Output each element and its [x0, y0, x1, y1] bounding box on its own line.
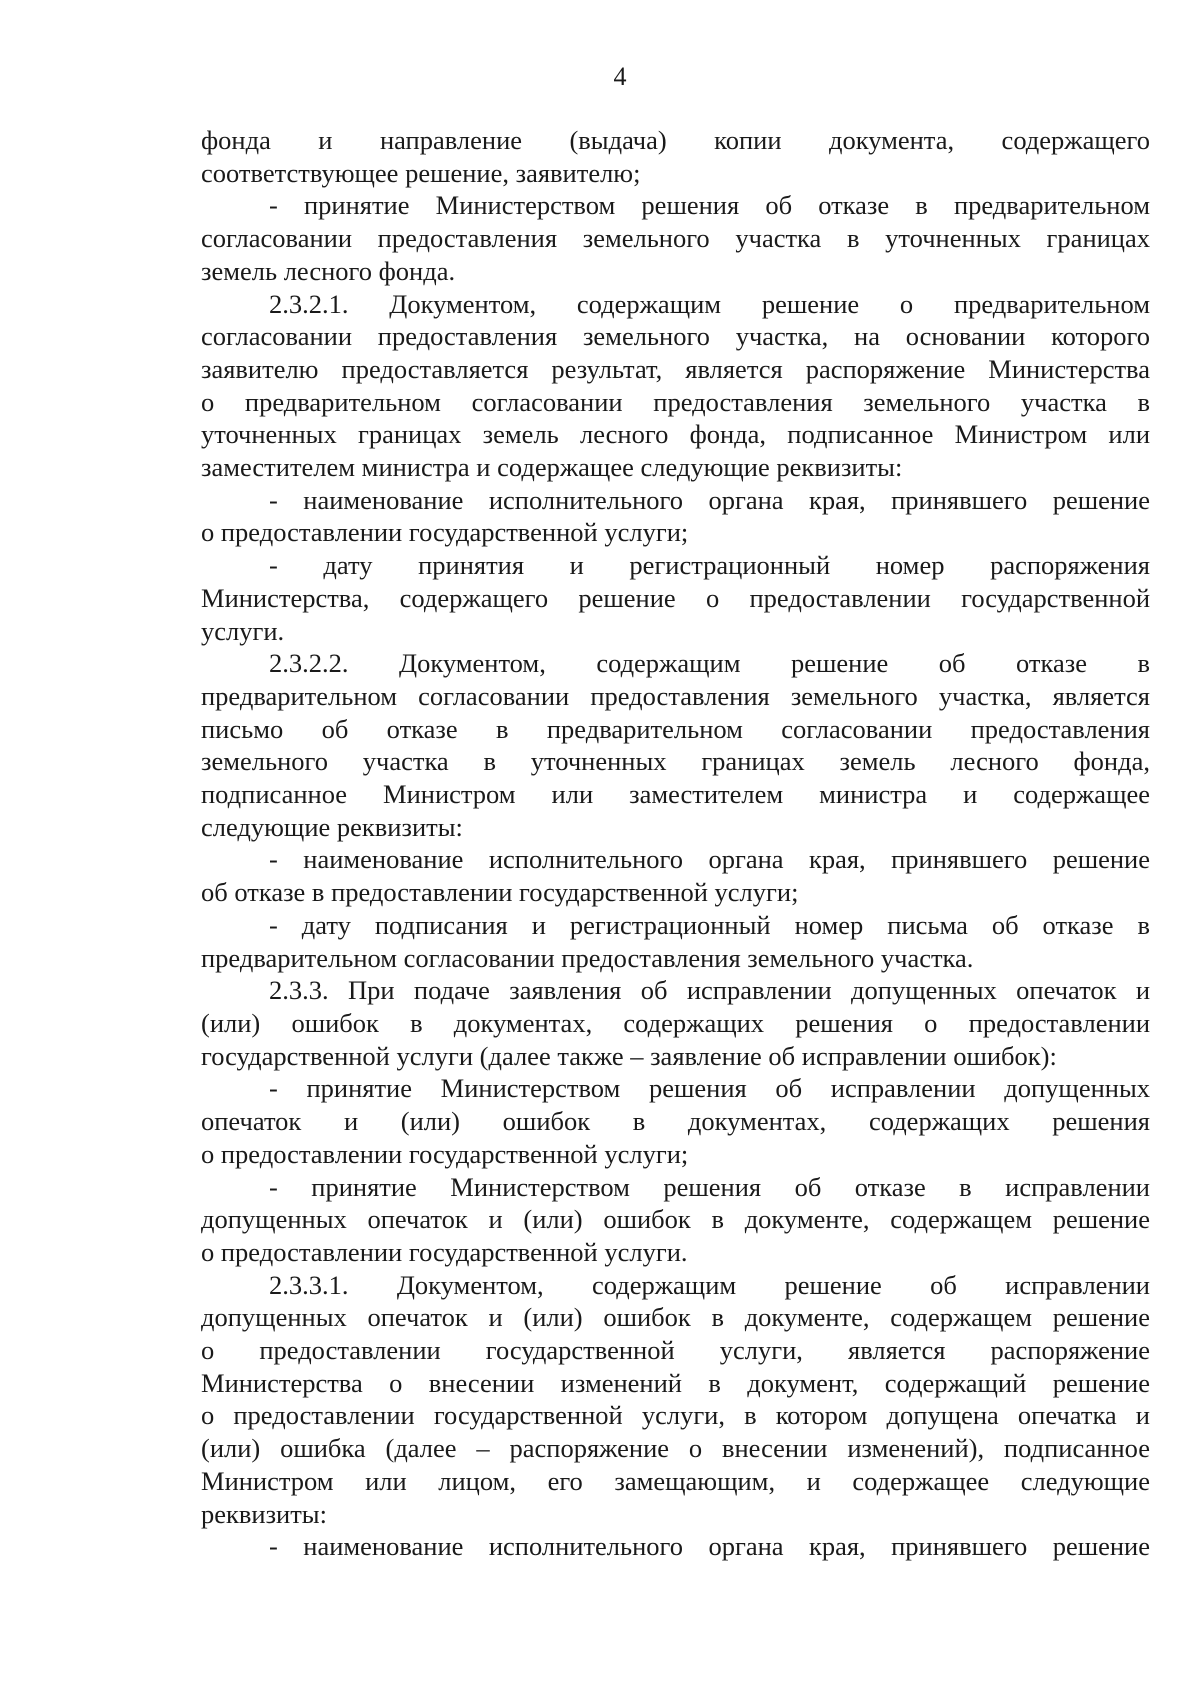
text-line: фонда и направление (выдача) копии документа, содержащего — [201, 125, 1150, 155]
text-line: Министерства о внесении изменений в документ, содержащий решение — [201, 1367, 1150, 1398]
text-line: о предоставлении государственной услуги; — [201, 1138, 689, 1169]
text-line: услуги. — [201, 615, 285, 646]
text-line: о предоставлении государственной услуги. — [201, 1236, 688, 1267]
page-number: 4 — [613, 62, 627, 91]
text-line: (или) ошибок в документах, содержащих решения о предоставлении — [201, 1007, 1150, 1038]
text-line: опечаток и (или) ошибок в документах, содержащих решения — [201, 1106, 1150, 1137]
text-line: - наименование исполнительного органа края, принявшего решение — [269, 484, 1150, 515]
text-line: соответствующее решение, заявителю; — [201, 157, 641, 188]
text-line: - дату принятия и регистрационный номер распоряжения — [269, 550, 1150, 581]
text-line: заместителем министра и содержащее следующие реквизиты: — [201, 452, 903, 483]
text-line: 2.3.2.1. Документом, содержащим решение о предварительном — [269, 288, 1150, 319]
text-line: согласовании предоставления земельного участка, на основании которого — [201, 321, 1150, 352]
text-line: о предоставлении государственной услуги, является распоряжение — [201, 1335, 1150, 1366]
text-line: Министром или лицом, его замещающим, и содержащее следующие — [201, 1465, 1150, 1496]
text-line: следующие реквизиты: — [201, 811, 463, 842]
text-line: об отказе в предоставлении государственной услуги; — [201, 877, 799, 908]
text-line: подписанное Министром или заместителем министра и содержащее — [201, 779, 1150, 810]
text-line: - дату подписания и регистрационный номер письма об отказе в — [269, 909, 1150, 940]
text-line: письмо об отказе в предварительном согласовании предоставления — [201, 713, 1150, 744]
text-line: реквизиты: — [201, 1498, 327, 1529]
text-line: Министерства, содержащего решение о предоставлении государственной — [201, 582, 1150, 613]
text-line: - принятие Министерством решения об исправлении допущенных — [269, 1073, 1150, 1104]
document-body — [201, 124, 1150, 1563]
text-line: земель лесного фонда. — [201, 255, 456, 286]
text-line: 2.3.2.2. Документом, содержащим решение об отказе в — [269, 648, 1150, 679]
text-line: 2.3.3.1. Документом, содержащим решение об исправлении — [269, 1269, 1150, 1300]
text-line: - наименование исполнительного органа края, принявшего решение — [269, 1531, 1150, 1562]
text-line: - принятие Министерством решения об отказе в исправлении — [269, 1171, 1150, 1202]
text-line: (или) ошибка (далее – распоряжение о внесении изменений), подписанное — [201, 1433, 1150, 1464]
text-line: допущенных опечаток и (или) ошибок в документе, содержащем решение — [201, 1204, 1150, 1235]
text-line: - принятие Министерством решения об отказе в предварительном — [269, 190, 1150, 221]
text-line: - наименование исполнительного органа края, принявшего решение — [269, 844, 1150, 875]
text-line: о предоставлении государственной услуги; — [201, 517, 689, 548]
text-line: уточненных границах земель лесного фонда, подписанное Министром или — [201, 419, 1150, 450]
text-line: предварительном согласовании предоставления земельного участка, является — [201, 680, 1150, 711]
text-line: 2.3.3. При подаче заявления об исправлении допущенных опечаток и — [269, 975, 1150, 1006]
text-line: предварительном согласовании предоставления земельного участка. — [201, 942, 974, 973]
text-line: государственной услуги (далее также – заявление об исправлении ошибок): — [201, 1040, 1057, 1071]
text-line: о предоставлении государственной услуги, в котором допущена опечатка и — [201, 1400, 1150, 1431]
text-line: о предварительном согласовании предоставления земельного участка в — [201, 386, 1150, 417]
text-line: допущенных опечаток и (или) ошибок в документе, содержащем решение — [201, 1302, 1150, 1333]
text-line: согласовании предоставления земельного участка в уточненных границах — [201, 223, 1150, 254]
text-line: земельного участка в уточненных границах земель лесного фонда, — [201, 746, 1150, 777]
text-line: заявителю предоставляется результат, является распоряжение Министерства — [201, 353, 1150, 384]
